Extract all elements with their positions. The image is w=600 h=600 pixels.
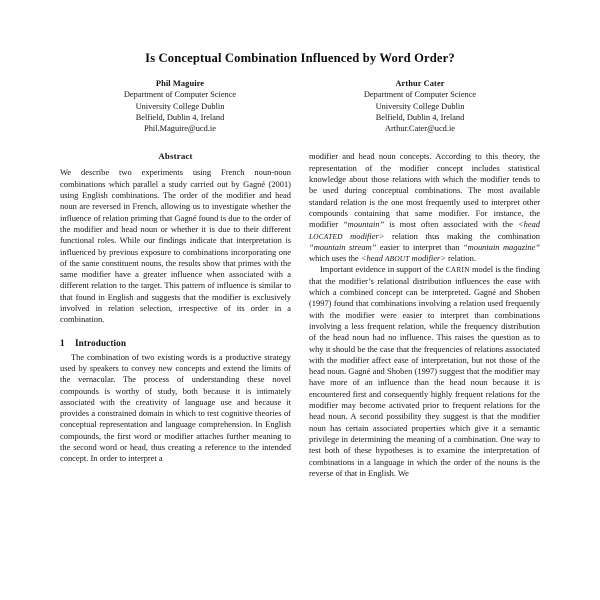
- right-p1-text-f: relation.: [445, 253, 476, 264]
- right-p1-text-b: is most often associated with the: [384, 219, 518, 230]
- abstract-text: We describe two experiments using French noun-noun combinations which parallel a study carried out by Gagné (2001) using English combinations. The order of the modifier and head noun are reversed in French, allowing us to investigate whether the influence of relation priming that Gagné found is due to the order of the modifier and head noun or whether it is due to their different functional roles. While our findings indicate that interpretation is influenced by previous exposure to combinations incorporating one of the same constituent nouns, the results show that primes with the same modifier have a greater influence when associated with a different relation to the target. This pattern of influence is similar to that found in English and suggests that the modifier is exclusively involved in relation selection, irrespective of its order in a combination.: [60, 167, 291, 325]
- author-department: Department of Computer Science: [123, 90, 237, 100]
- section-number: 1: [60, 337, 65, 348]
- term-mountain-stream: “mountain stream”: [309, 241, 377, 252]
- section-title: Introduction: [75, 337, 127, 348]
- relation-located-name: LOCATED: [309, 231, 343, 241]
- author-department: Department of Computer Science: [363, 90, 477, 100]
- right-p1-text-d: easier to interpret than: [376, 241, 463, 252]
- author-entry-2: [300, 78, 540, 134]
- model-name-carin: CARIN: [445, 265, 470, 275]
- relation-located-open: <: [517, 219, 524, 230]
- author-address: Belfield, Dublin 4, Ireland: [135, 112, 225, 122]
- author-email: Arthur.Cater@ucd.ie: [384, 124, 456, 134]
- right-paragraph-2: [309, 264, 540, 479]
- relation-about-close: >: [440, 253, 446, 264]
- author-entry-1: [60, 78, 300, 134]
- right-p1-text-c: relation thus making the combination: [384, 230, 541, 241]
- right-p2-text-b: model is the finding that the modifier’s relational distribution influences the ease with which a combined concept can be interpreted. Gagné and Shoben (1997) found that combinations involving a relation used frequently with the modifier were easier to interpret than combinations involving a less frequent relation, while the frequency distribution of the head noun had no influence. This raises the question as to why it should be the case that the frequencies of relations associated with the modifier affect ease of interpretation, but not those of the head noun. Gagné and Shoben (1997) suggest that the modifier may have more of an influence than the head noun because it is encountered first and consequently highly frequent relations for the modifier may become activated prior to frequent relations for the head noun. A second possibility they suggest is that the modifier noun has certain associated properties which give it a semantic privilege in determining the meaning of a combination. One way to test both of these hypotheses is to examine the interpretation of combinations in a language in which the order of the nouns is the reverse of that in English. We: [309, 264, 541, 478]
- relation-about-open: <: [360, 253, 367, 264]
- right-p1-text-a: modifier and head noun concepts. According to this theory, the representation of the modifier concept includes statistical knowledge about those relations with which the modifier tends to be used during conceptual combinations. The most available standard relation is the one most frequently used to interpret other compounds containing that same modifier. For instance, the modifier: [309, 151, 540, 230]
- author-block: [60, 78, 540, 134]
- abstract-heading: Abstract: [158, 151, 193, 162]
- two-column-body: [60, 151, 540, 479]
- introduction-paragraph-1: The combination of two existing words is a productive strategy used by speakers to convey new concepts and extend the limits of the vernacular. The process of understanding these novel compounds is worthy of study, both because it is intimately associated with the creativity of language use and because it provides a constrained domain in which to test cognitive theories of conceptual representation and language comprehension. In English compounds, the first word or modifier attaches further meaning to the second word or head, thus creating a reference to the intended concept. In order to interpret a: [60, 351, 291, 464]
- term-mountain-magazine: “mountain magazine”: [462, 241, 541, 252]
- author-email: Phil.Maguire@ucd.ie: [144, 124, 216, 134]
- author-university: University College Dublin: [375, 101, 465, 111]
- right-p1-text-e: which uses the: [309, 253, 361, 264]
- right-paragraph-1: [309, 151, 540, 264]
- right-p2-text-a: Important evidence in support of the: [320, 264, 446, 275]
- column-left: [60, 151, 291, 464]
- author-name: Phil Maguire: [155, 79, 205, 88]
- relation-about-head: head: [366, 253, 386, 264]
- author-name: Arthur Cater: [395, 79, 445, 88]
- author-address: Belfield, Dublin 4, Ireland: [375, 112, 465, 122]
- relation-about-modifier: modifier: [409, 253, 441, 264]
- column-right: [309, 151, 540, 479]
- author-university: University College Dublin: [135, 101, 225, 111]
- section-heading-introduction: [60, 338, 291, 348]
- relation-located-modifier: modifier: [342, 230, 379, 241]
- page-title: Is Conceptual Combination Influenced by Word Order?: [145, 51, 455, 65]
- relation-about-name: ABOUT: [385, 254, 410, 264]
- relation-located-head: head: [523, 219, 541, 230]
- term-mountain: “mountain”: [342, 219, 385, 230]
- relation-located-close: >: [378, 230, 385, 241]
